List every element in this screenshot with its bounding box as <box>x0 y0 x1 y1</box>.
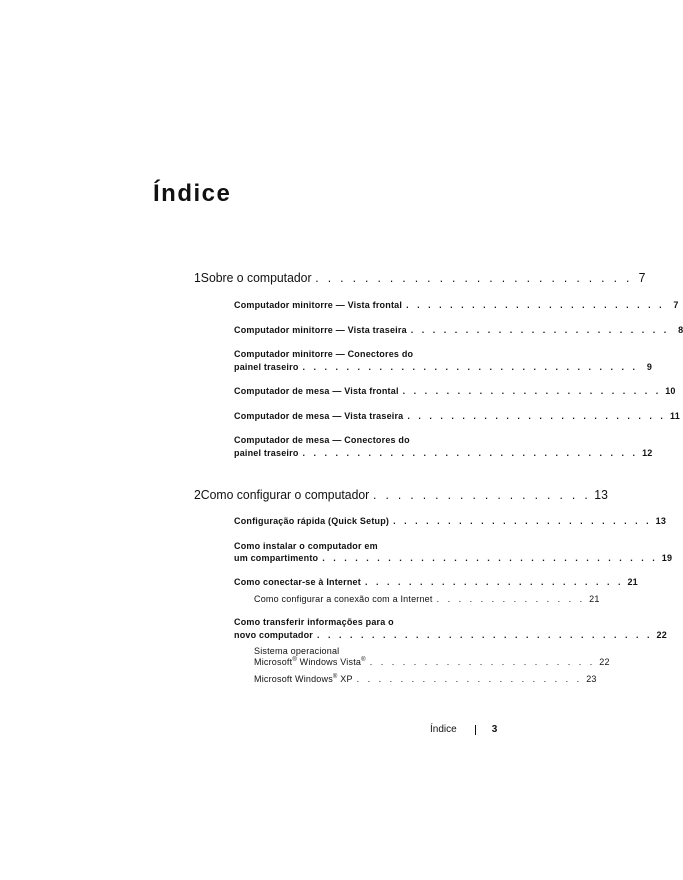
entry-page: 7 <box>673 300 679 310</box>
dot-leader: . . . . . . . . . . . . . . . . . . . . . . . . <box>410 325 670 335</box>
toc-entry[interactable] <box>234 325 683 335</box>
entry-title-line1: Sistema operacional <box>254 646 340 656</box>
entry-title-line1: Como transferir informações para o <box>234 617 394 627</box>
entry-title: Como configurar a conexão com a Internet <box>254 594 433 604</box>
dot-leader: . . . . . . . . . . . . . . . . . . . . . . . . <box>407 411 666 421</box>
toc-entry[interactable] <box>234 516 667 526</box>
dot-leader: . . . . . . . . . . . . . . . . . . . . . <box>356 674 583 684</box>
dot-leader: . . . . . . . . . . . . . . . . . . . . . . . . <box>402 386 662 396</box>
entry-page: 22 <box>656 630 667 640</box>
dot-leader: . . . . . . . . . . . . . . . . . . . . . . . . . . . . . . . <box>317 630 653 640</box>
entry-title: Computador de mesa — Vista frontal <box>234 386 399 396</box>
entry-title: Como conectar-se à Internet <box>234 577 361 587</box>
toc-entry[interactable] <box>234 411 680 421</box>
chapter-number: 1 <box>194 270 201 285</box>
dot-leader: . . . . . . . . . . . . . . . . . . . . . . . . <box>364 577 624 587</box>
toc-entry[interactable] <box>234 386 676 396</box>
entry-title: Computador minitorre — Vista frontal <box>234 300 403 310</box>
entry-page: 21 <box>627 577 638 587</box>
toc-entry[interactable] <box>234 448 653 458</box>
entry-page: 13 <box>655 516 667 526</box>
entry-title-line1: Como instalar o computador em <box>234 541 378 551</box>
dot-leader: . . . . . . . . . . . . . . . . . . . . . . . . . . . . . . . <box>302 448 639 458</box>
chapter-title: Como configurar o computador <box>200 487 370 502</box>
footer-page-number: 3 <box>491 724 498 735</box>
footer-label: Índice <box>430 724 457 735</box>
chapter-page: 13 <box>594 487 608 502</box>
entry-title: novo computador <box>234 630 313 640</box>
entry-page: 21 <box>589 594 600 604</box>
dot-leader: . . . . . . . . . . . . . . . . . . . . . . . . <box>406 300 665 310</box>
entry-page: 22 <box>599 657 610 667</box>
toc-entry[interactable] <box>234 577 638 587</box>
entry-title: painel traseiro <box>234 362 299 372</box>
entry-title: Microsoft® Windows Vista® <box>254 657 366 667</box>
entry-page: 19 <box>661 553 673 563</box>
entry-title: Computador de mesa — Vista traseira <box>234 411 404 421</box>
entry-title: painel traseiro <box>234 448 299 458</box>
toc-chapter[interactable] <box>194 487 608 502</box>
chapter-page: 7 <box>638 270 646 285</box>
entry-page: 8 <box>678 325 683 335</box>
toc-subentry[interactable] <box>254 674 597 684</box>
toc-entry[interactable] <box>234 553 673 563</box>
dot-leader: . . . . . . . . . . . . . . . . . . . . . <box>369 657 596 667</box>
dot-leader: . . . . . . . . . . . . . . . . . . . . . . . . . . <box>315 270 633 285</box>
page-footer <box>430 724 510 735</box>
entry-page: 23 <box>586 674 597 684</box>
chapter-number: 2 <box>194 487 201 502</box>
entry-title-line1: Computador de mesa — Conectores do <box>234 435 410 445</box>
dot-leader: . . . . . . . . . . . . . . . . . . <box>373 487 591 502</box>
entry-page: 10 <box>665 386 676 396</box>
chapter-title: Sobre o computador <box>200 270 312 285</box>
entry-title: Microsoft Windows® XP <box>254 674 353 684</box>
toc-entry[interactable] <box>234 362 653 372</box>
dot-leader: . . . . . . . . . . . . . . . . . . . . . . . . <box>393 516 652 526</box>
entry-title: Configuração rápida (Quick Setup) <box>234 516 390 526</box>
dot-leader: . . . . . . . . . . . . . . <box>436 594 586 604</box>
toc-entry[interactable] <box>234 300 679 310</box>
footer-divider <box>475 725 476 735</box>
entry-page: 11 <box>670 411 680 421</box>
dot-leader: . . . . . . . . . . . . . . . . . . . . . . . . . . . . . . . <box>322 553 658 563</box>
toc-subentry[interactable] <box>254 657 610 667</box>
entry-title: Computador minitorre — Vista traseira <box>234 325 407 335</box>
toc-subentry[interactable] <box>254 594 600 604</box>
entry-title-line1: Computador minitorre — Conectores do <box>234 349 414 359</box>
entry-title: um compartimento <box>234 553 319 563</box>
page-title: Índice <box>153 180 232 207</box>
entry-page: 9 <box>646 362 653 372</box>
toc-entry[interactable] <box>234 630 667 640</box>
dot-leader: . . . . . . . . . . . . . . . . . . . . . . . . . . . . . . . <box>302 362 639 372</box>
entry-page: 12 <box>642 448 653 458</box>
toc-chapter[interactable] <box>194 270 646 285</box>
